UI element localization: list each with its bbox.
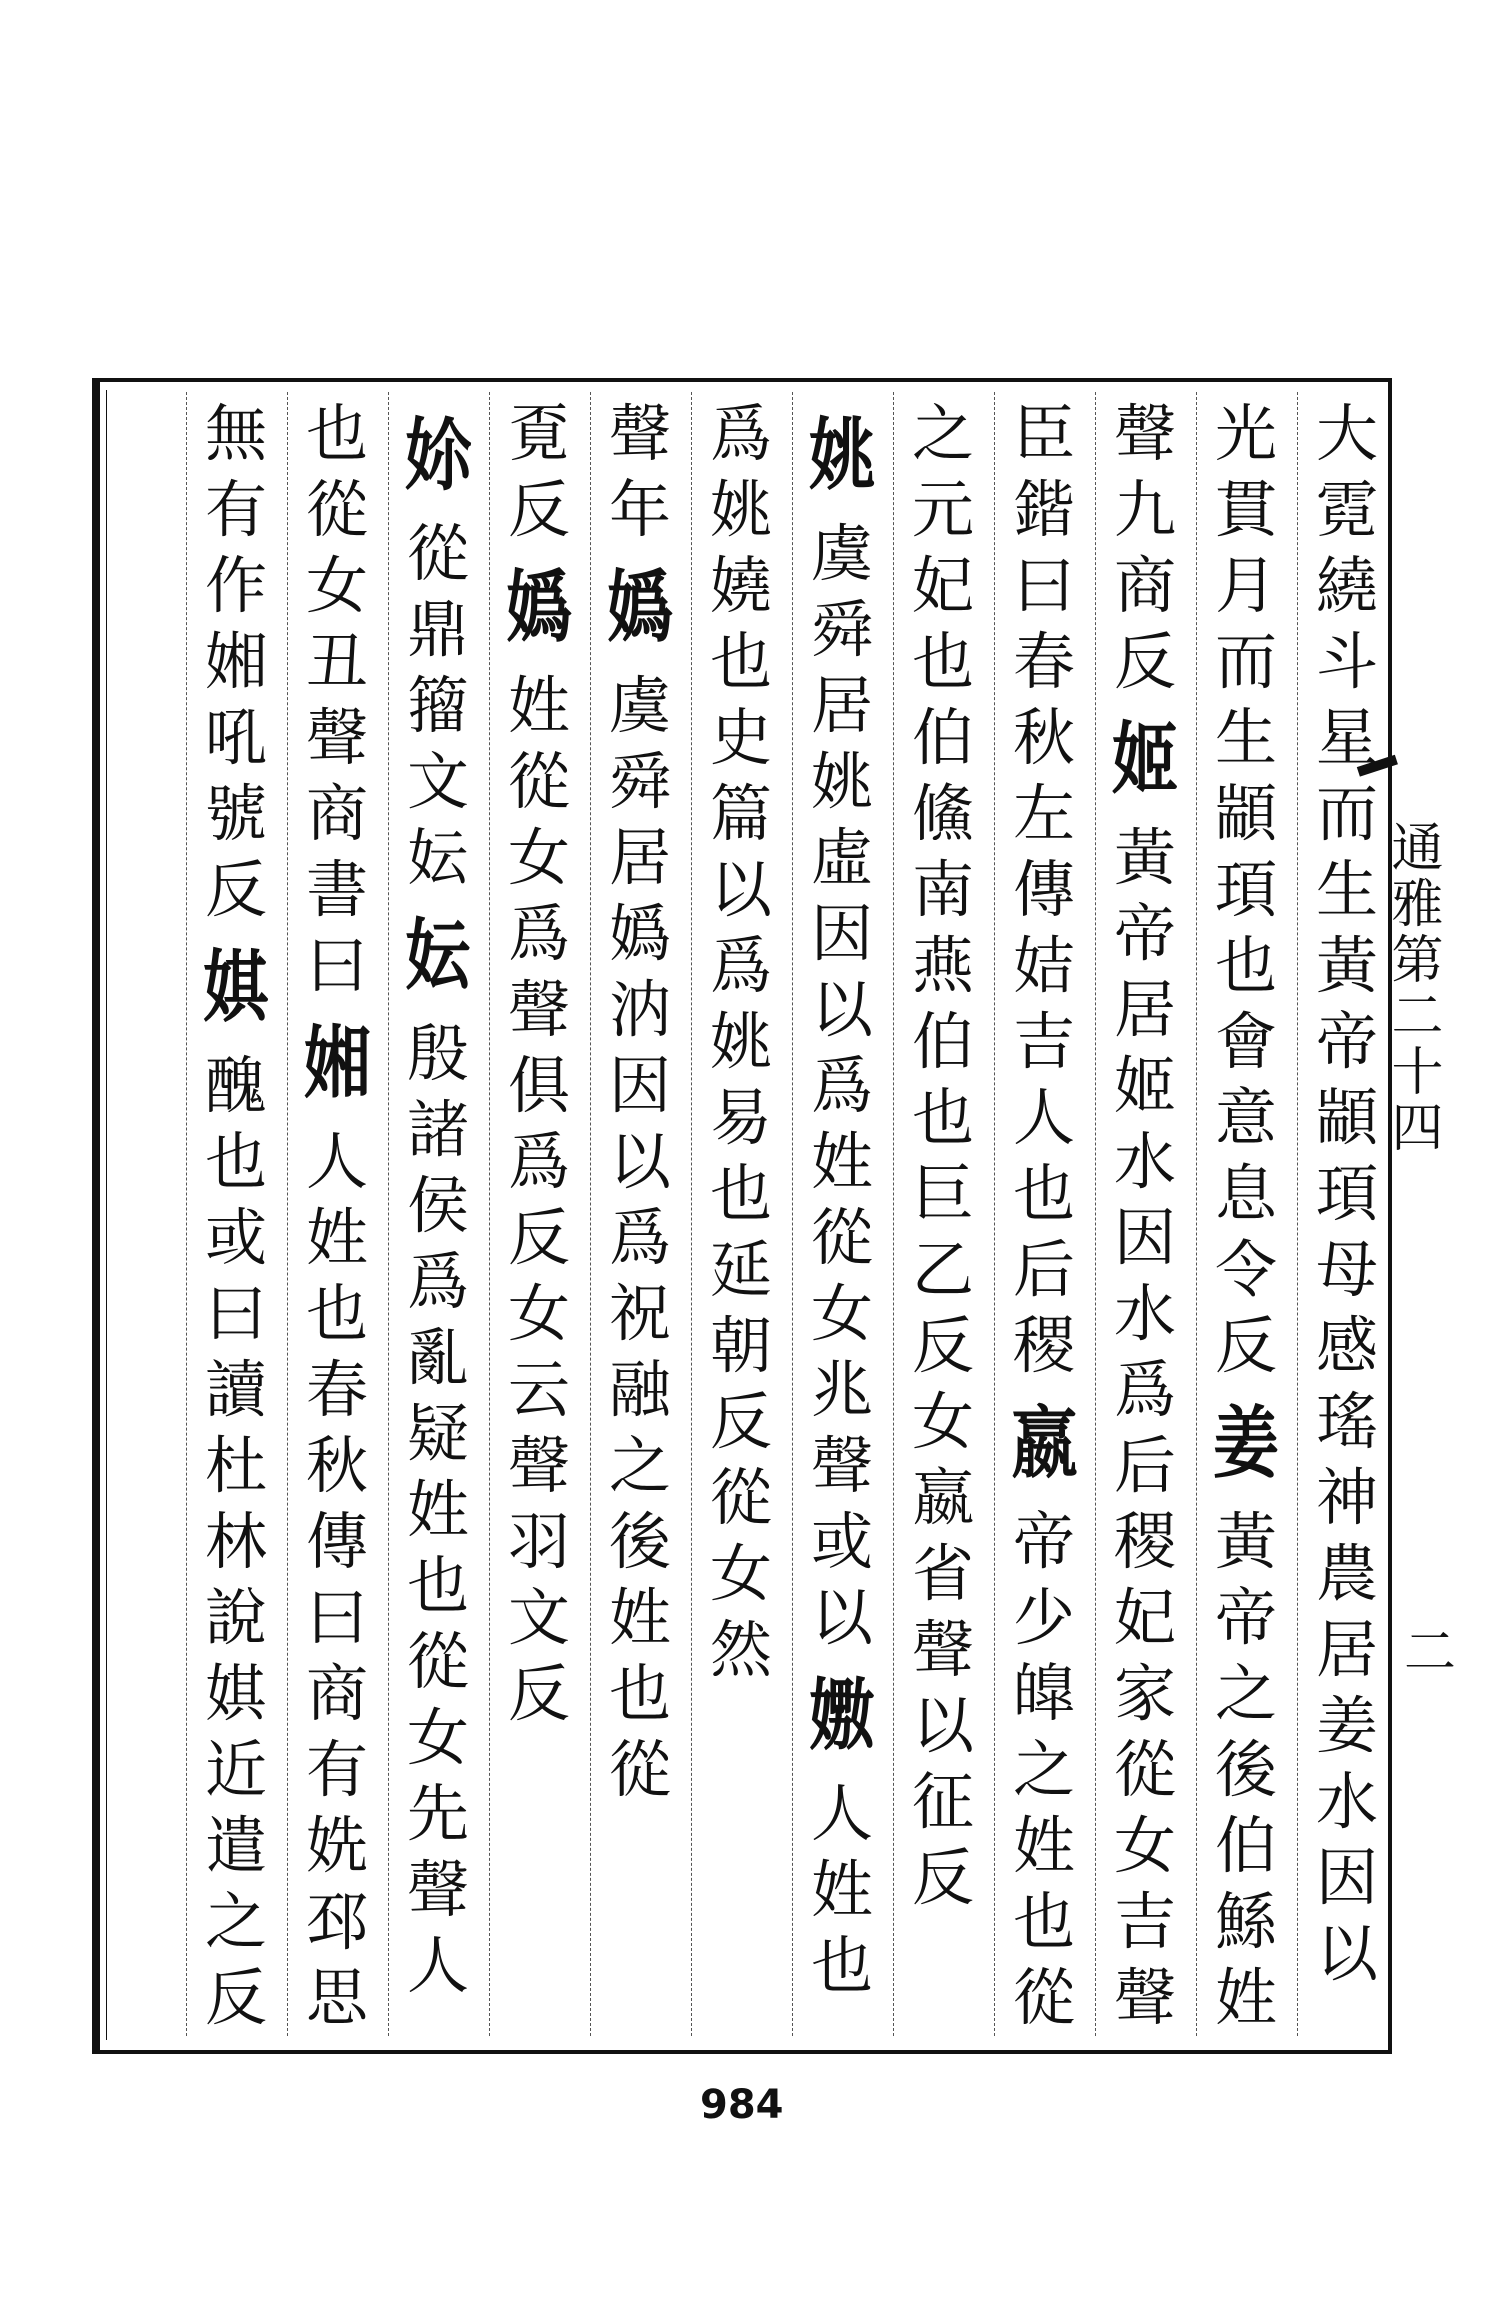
character: 人	[810, 1777, 873, 1850]
character: 之	[204, 1885, 267, 1958]
character: 文	[507, 1581, 570, 1654]
character: 以	[810, 973, 873, 1046]
character: 伯	[911, 1005, 974, 1078]
character: 人	[406, 1929, 469, 2002]
character: 伯	[911, 701, 974, 774]
character: 姜	[1315, 1689, 1378, 1762]
character: 黃	[1214, 1505, 1277, 1578]
character: 羽	[507, 1505, 570, 1578]
character: 之	[911, 397, 974, 470]
character: 女	[305, 549, 368, 622]
character: 反	[204, 1961, 267, 2034]
character: 作	[204, 549, 267, 622]
character: 姓	[406, 1473, 469, 1546]
character: 無	[204, 397, 267, 470]
character: 會	[1214, 1005, 1277, 1078]
column-rule	[489, 392, 491, 2036]
character: 也	[709, 625, 772, 698]
seal-script-glyph: 嬀	[505, 563, 573, 653]
character: 元	[911, 473, 974, 546]
character: 省	[911, 1537, 974, 1610]
character: 聲	[1113, 397, 1176, 470]
character: 吉	[1012, 1005, 1075, 1078]
character: 有	[305, 1733, 368, 1806]
seal-script-glyph: 㜀	[303, 1019, 371, 1109]
text-column	[1204, 396, 1288, 2036]
character: 人	[1012, 1081, 1075, 1154]
character: 因	[1113, 1201, 1176, 1274]
character: 年	[608, 473, 671, 546]
character: 聲	[507, 973, 570, 1046]
character: 讀	[204, 1353, 267, 1426]
column-rule	[1297, 392, 1299, 2036]
margin-page-marker: 二	[1404, 1623, 1457, 1683]
margin-title: 通雅第二十四	[1382, 820, 1442, 1156]
text-column	[497, 396, 581, 2036]
character: 從	[709, 1461, 772, 1534]
character: 也	[608, 1657, 671, 1730]
character: 醜	[204, 1049, 267, 1122]
character: 反	[507, 1657, 570, 1730]
character: 女	[810, 1277, 873, 1350]
character: 也	[911, 625, 974, 698]
character: 有	[204, 473, 267, 546]
character: 籀	[406, 669, 469, 742]
character: 斗	[1315, 625, 1378, 698]
character: 爲	[1113, 1353, 1176, 1426]
character: 燕	[911, 929, 974, 1002]
seal-script-glyph: 㚷	[404, 411, 472, 501]
character: 遣	[204, 1809, 267, 1882]
character: 嬈	[709, 549, 772, 622]
column-rule	[590, 392, 592, 2036]
character: 商	[1113, 549, 1176, 622]
character: 感	[1315, 1309, 1378, 1382]
text-column	[1002, 396, 1086, 2036]
character: 女	[709, 1537, 772, 1610]
character: 也	[305, 1277, 368, 1350]
character: 鍇	[1012, 473, 1075, 546]
character: 九	[1113, 473, 1176, 546]
character: 反	[507, 1201, 570, 1274]
character: 也	[810, 1929, 873, 2002]
character: 反	[911, 1309, 974, 1382]
character: 聲	[608, 397, 671, 470]
character: 令	[1214, 1233, 1277, 1306]
text-column	[598, 396, 682, 2036]
character: 聲	[810, 1429, 873, 1502]
page-number: 984	[700, 2082, 784, 2128]
character: 姓	[608, 1581, 671, 1654]
character: 春	[1012, 625, 1075, 698]
character: 說	[204, 1581, 267, 1654]
character: 也	[1012, 1157, 1075, 1230]
character: 姺	[305, 1809, 368, 1882]
character: 因	[810, 897, 873, 970]
character: 帝	[1315, 1005, 1378, 1078]
character: 先	[406, 1777, 469, 1850]
character: 息	[1214, 1157, 1277, 1230]
character: 文	[406, 745, 469, 818]
character: 㜀	[204, 625, 267, 698]
column-rule	[994, 392, 996, 2036]
character: 從	[305, 473, 368, 546]
character: 爲	[709, 397, 772, 470]
character: 商	[305, 777, 368, 850]
character: 顓	[1315, 1081, 1378, 1154]
character: 丑	[305, 625, 368, 698]
column-rule	[186, 392, 188, 2036]
character: 稷	[1113, 1505, 1176, 1578]
character: 從	[810, 1201, 873, 1274]
character: 反	[1214, 1309, 1277, 1382]
character: 水	[1113, 1125, 1176, 1198]
character: 書	[305, 853, 368, 926]
seal-script-glyph: 娸	[202, 943, 270, 1033]
column-rule	[792, 392, 794, 2036]
character: 黃	[1113, 821, 1176, 894]
character: 母	[1315, 1233, 1378, 1306]
character: 朝	[709, 1309, 772, 1382]
character: 以	[1315, 1917, 1378, 1990]
character: 顓	[1214, 777, 1277, 850]
character: 汭	[608, 973, 671, 1046]
character: 反	[204, 853, 267, 926]
character: 居	[1113, 973, 1176, 1046]
character: 意	[1214, 1081, 1277, 1154]
seal-script-glyph: 妘	[404, 911, 472, 1001]
character: 侯	[406, 1169, 469, 1242]
character: 皥	[1012, 1657, 1075, 1730]
character: 以	[911, 1689, 974, 1762]
character: 曰	[305, 929, 368, 1002]
character: 虛	[810, 821, 873, 894]
character: 因	[1315, 1841, 1378, 1914]
character: 易	[709, 1081, 772, 1154]
character: 虞	[810, 517, 873, 590]
character: 女	[507, 821, 570, 894]
character: 邳	[305, 1885, 368, 1958]
character: 嬴	[911, 1461, 974, 1534]
character: 也	[709, 1157, 772, 1230]
character: 傳	[1012, 853, 1075, 926]
character: 曰	[1012, 549, 1075, 622]
character: 覔	[507, 397, 570, 470]
character: 兆	[810, 1353, 873, 1426]
character: 居	[810, 669, 873, 742]
character: 臣	[1012, 397, 1075, 470]
text-column	[396, 396, 480, 2036]
character: 從	[406, 517, 469, 590]
character: 帝	[1214, 1581, 1277, 1654]
character: 后	[1012, 1233, 1075, 1306]
character: 吼	[204, 701, 267, 774]
text-column	[901, 396, 985, 2036]
character: 而	[1214, 625, 1277, 698]
character: 貫	[1214, 473, 1277, 546]
column-rule	[893, 392, 895, 2036]
character: 疑	[406, 1397, 469, 1470]
character: 爲	[507, 897, 570, 970]
character: 左	[1012, 777, 1075, 850]
character: 大	[1315, 397, 1378, 470]
character: 家	[1113, 1657, 1176, 1730]
character: 鯀	[1214, 1885, 1277, 1958]
character: 之	[608, 1429, 671, 1502]
character: 反	[911, 1841, 974, 1914]
character: 頊	[1315, 1157, 1378, 1230]
character: 帝	[1012, 1505, 1075, 1578]
character: 霓	[1315, 473, 1378, 546]
character: 然	[709, 1613, 772, 1686]
seal-script-glyph: 嬀	[606, 563, 674, 653]
column-rule	[287, 392, 289, 2036]
character: 虞	[608, 669, 671, 742]
column-rule	[1095, 392, 1097, 2036]
character: 聲	[507, 1429, 570, 1502]
character: 商	[305, 1657, 368, 1730]
character: 之	[1214, 1657, 1277, 1730]
character: 鯈	[911, 777, 974, 850]
character: 女	[406, 1701, 469, 1774]
character: 鼎	[406, 593, 469, 666]
character: 以	[810, 1581, 873, 1654]
seal-script-glyph: 姚	[808, 411, 876, 501]
character: 妃	[1113, 1581, 1176, 1654]
text-column	[194, 396, 278, 2036]
character: 亂	[406, 1321, 469, 1394]
character: 姓	[1012, 1809, 1075, 1882]
text-column	[800, 396, 884, 2036]
character: 反	[709, 1385, 772, 1458]
character: 反	[1113, 625, 1176, 698]
character: 融	[608, 1353, 671, 1426]
character: 云	[507, 1353, 570, 1426]
character: 爲	[406, 1245, 469, 1318]
character: 殷	[406, 1017, 469, 1090]
character: 從	[406, 1625, 469, 1698]
text-column	[1103, 396, 1187, 2036]
character: 以	[709, 853, 772, 926]
character: 妃	[911, 549, 974, 622]
character: 黃	[1315, 929, 1378, 1002]
character: 娸	[204, 1657, 267, 1730]
character: 瑤	[1315, 1385, 1378, 1458]
character: 春	[305, 1353, 368, 1426]
character: 因	[608, 1049, 671, 1122]
character: 姚	[709, 1005, 772, 1078]
character: 姞	[1012, 929, 1075, 1002]
column-rule	[691, 392, 693, 2036]
character: 農	[1315, 1537, 1378, 1610]
character: 姓	[1214, 1961, 1277, 2034]
character: 姬	[1113, 1049, 1176, 1122]
character: 帝	[1113, 897, 1176, 970]
character: 秋	[1012, 701, 1075, 774]
character: 水	[1113, 1277, 1176, 1350]
character: 近	[204, 1733, 267, 1806]
character: 史	[709, 701, 772, 774]
character: 之	[1012, 1733, 1075, 1806]
character: 神	[1315, 1461, 1378, 1534]
text-column	[699, 396, 783, 2036]
character: 後	[1214, 1733, 1277, 1806]
character: 居	[1315, 1613, 1378, 1686]
character: 繞	[1315, 549, 1378, 622]
character: 諸	[406, 1093, 469, 1166]
character: 號	[204, 777, 267, 850]
seal-script-glyph: 姜	[1212, 1399, 1280, 1489]
character: 或	[810, 1505, 873, 1578]
character: 巨	[911, 1157, 974, 1230]
character: 爲	[709, 929, 772, 1002]
text-column	[295, 396, 379, 2036]
character: 從	[1113, 1733, 1176, 1806]
character: 爲	[810, 1049, 873, 1122]
character: 俱	[507, 1049, 570, 1122]
character: 也	[305, 397, 368, 470]
character: 從	[507, 745, 570, 818]
character: 篇	[709, 777, 772, 850]
character: 妘	[406, 821, 469, 894]
character: 伯	[1214, 1809, 1277, 1882]
character: 從	[1012, 1961, 1075, 2034]
character: 水	[1315, 1765, 1378, 1838]
character: 延	[709, 1233, 772, 1306]
character: 杜	[204, 1429, 267, 1502]
character: 曰	[204, 1277, 267, 1350]
character: 祝	[608, 1277, 671, 1350]
column-rule	[388, 392, 390, 2036]
character: 姚	[810, 745, 873, 818]
character: 也	[204, 1125, 267, 1198]
character: 傳	[305, 1505, 368, 1578]
character: 聲	[406, 1853, 469, 1926]
character: 頊	[1214, 853, 1277, 926]
character: 女	[911, 1385, 974, 1458]
character: 嬀	[608, 897, 671, 970]
character: 征	[911, 1765, 974, 1838]
character: 以	[608, 1125, 671, 1198]
character: 女	[1113, 1809, 1176, 1882]
character: 人	[305, 1125, 368, 1198]
character: 生	[1315, 853, 1378, 926]
character: 光	[1214, 397, 1277, 470]
character: 吉	[1113, 1885, 1176, 1958]
character: 乙	[911, 1233, 974, 1306]
character: 姓	[810, 1853, 873, 1926]
character: 爲	[608, 1201, 671, 1274]
character: 少	[1012, 1581, 1075, 1654]
column-rule	[1196, 392, 1198, 2036]
character: 而	[1315, 777, 1378, 850]
character: 聲	[1113, 1961, 1176, 2034]
character: 或	[204, 1201, 267, 1274]
character: 也	[406, 1549, 469, 1622]
seal-script-glyph: 嫐	[808, 1671, 876, 1761]
inner-border-rule	[106, 390, 107, 2040]
character: 生	[1214, 701, 1277, 774]
character: 月	[1214, 549, 1277, 622]
seal-script-glyph: 姬	[1111, 715, 1179, 805]
character: 舜	[608, 745, 671, 818]
text-column	[1305, 396, 1389, 2036]
character: 女	[507, 1277, 570, 1350]
character: 後	[608, 1505, 671, 1578]
character: 居	[608, 821, 671, 894]
character: 姓	[810, 1125, 873, 1198]
character: 林	[204, 1505, 267, 1578]
character: 從	[608, 1733, 671, 1806]
character: 稷	[1012, 1309, 1075, 1382]
seal-script-glyph: 嬴	[1010, 1399, 1078, 1489]
character: 秋	[305, 1429, 368, 1502]
character: 姓	[507, 669, 570, 742]
character: 思	[305, 1961, 368, 2034]
character: 反	[507, 473, 570, 546]
character: 也	[911, 1081, 974, 1154]
character: 爲	[507, 1125, 570, 1198]
character: 姓	[305, 1201, 368, 1274]
character: 聲	[911, 1613, 974, 1686]
character: 也	[1214, 929, 1277, 1002]
character: 也	[1012, 1885, 1075, 1958]
character: 南	[911, 853, 974, 926]
character: 曰	[305, 1581, 368, 1654]
character: 姚	[709, 473, 772, 546]
character: 舜	[810, 593, 873, 666]
character: 星	[1315, 701, 1378, 774]
character: 后	[1113, 1429, 1176, 1502]
character: 聲	[305, 701, 368, 774]
